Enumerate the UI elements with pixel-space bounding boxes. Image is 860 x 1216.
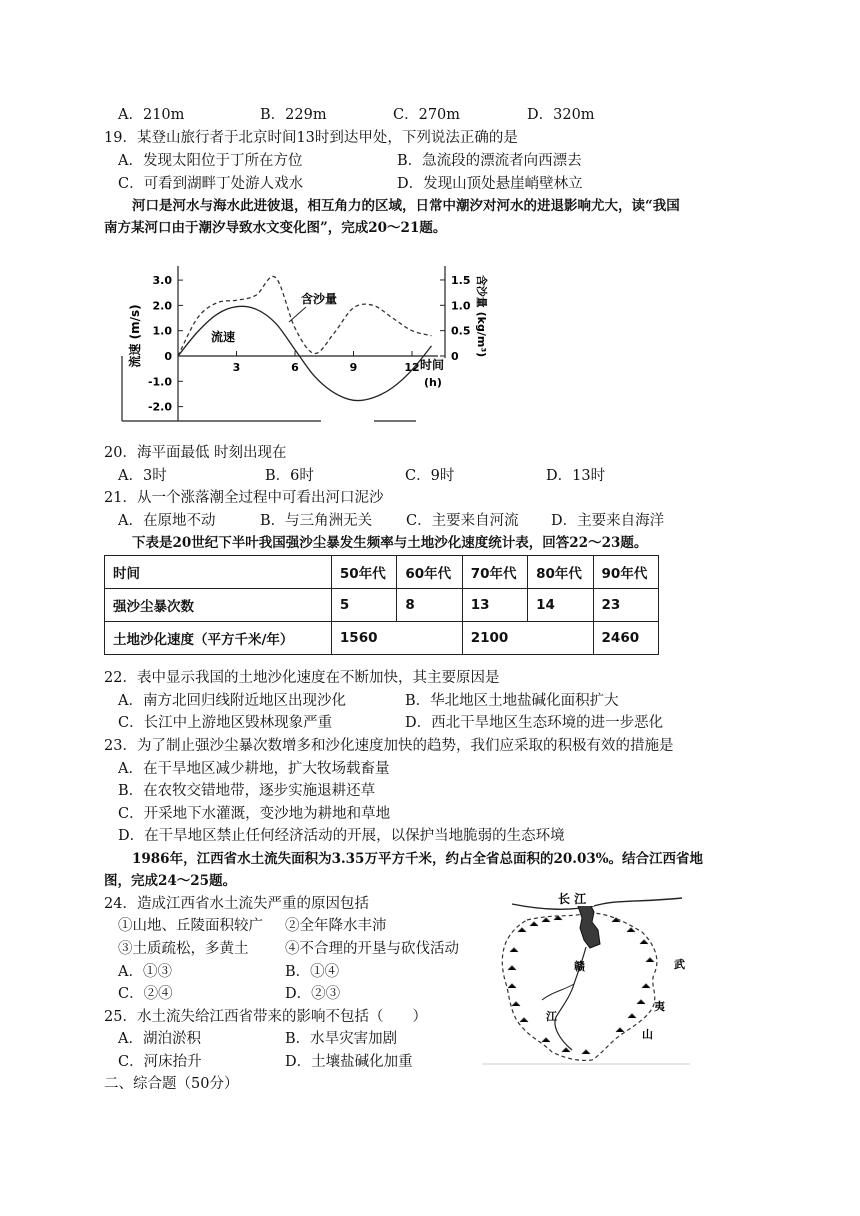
q22-option-c: C．长江中上游地区毁林现象严重 [118,715,333,731]
x-axis-tick-label: 3 [232,361,241,374]
table-cell: 60年代 [397,556,462,589]
gan-tributary [542,984,574,1000]
table-cell: 土地沙化速度（平方千米/年） [105,622,332,655]
table-cell: 50年代 [331,556,396,589]
q21-stem: 21．从一个涨落潮全过程中可看出河口泥沙 [104,490,384,506]
table-cell: 23 [593,589,658,622]
table-cell: 时间 [105,556,332,589]
q21-option-d: D．主要来自海洋 [551,513,665,529]
q25-stem: 25．水土流失给江西省带来的影响不包括（ ） [104,1009,427,1025]
q24-option-d: D．②③ [285,986,341,1002]
map-label-gan: 赣 [574,960,585,973]
q24-item-4: ④不合理的开垦与砍伐活动 [285,941,459,957]
jiangxi-map [482,892,692,1067]
left-axis-tick-label: 2.0 [152,299,172,313]
q24-stem: 24．造成江西省水土流失严重的原因包括 [104,896,369,912]
q22-option-b: B．华北地区土地盐碱化面积扩大 [405,693,619,709]
poyang-lake [578,904,600,948]
flow-annotation: 流速 [211,330,236,344]
intro-24-25-line1: 1986年，江西省水土流失面积为3.35万平方千米，约占全省总面积的20.03%。结合江西省地 [132,851,704,867]
q21-option-b: B．与三角洲无关 [260,513,373,529]
q24-option-c: C．②④ [118,986,173,1002]
intro-20-21-line2: 南方某河口由于潮汐导致水文变化图”，完成20～21题。 [104,220,447,236]
q19-option-a: A．发现太阳位于丁所在方位 [118,153,303,169]
left-axis-tick-label: 3.0 [152,274,172,288]
flow-velocity-series-line [178,306,432,400]
right-axis-label: 含沙量 (kg/m³) [475,274,488,358]
q19-option-b: B．急流段的漂流者向西漂去 [397,153,582,169]
x-axis-tick-label: 12 [404,361,420,374]
table-cell: 80年代 [528,556,593,589]
q24-item-3: ③土质疏松，多黄土 [118,941,249,957]
intro-20-21-line1: 河口是河水与海水此进彼退，相互角力的区域，日常中潮汐对河水的进退影响尤大，读“我国 [132,198,680,214]
left-axis-tick-label: 0 [164,350,172,363]
q22-option-d: D．西北干旱地区生态环境的进一步恶化 [405,715,664,731]
table-cell: 70年代 [462,556,527,589]
q18-option-c: C．270m [393,107,461,123]
right-axis-tick-label: 1.0 [451,299,471,313]
yangtze-river [512,898,682,909]
q22-option-a: A．南方北回归线附近地区出现沙化 [118,693,346,709]
q25-option-d: D．土壤盐碱化加重 [285,1054,413,1070]
table-cell: 1560 [331,622,462,655]
table-cell: 14 [528,589,593,622]
table-cell: 5 [331,589,396,622]
q25-option-b: B．水旱灾害加剧 [285,1031,398,1047]
map-label-yi: 夷 [654,1000,665,1013]
intro-22-23: 下表是20世纪下半叶我国强沙尘暴发生频率与土地沙化速度统计表，回答22～23题。 [132,535,648,551]
left-axis-label: 流速 (m/s) [128,304,142,368]
table-cell: 强沙尘暴次数 [105,589,332,622]
right-axis-tick-label: 0.5 [451,324,471,338]
left-axis-tick-label: 1.0 [152,324,172,338]
table-header-row [105,556,659,589]
q20-stem: 20．海平面最低 时刻出现在 [104,445,287,461]
table-cell: 90年代 [593,556,658,589]
q19-stem: 19．某登山旅行者于北京时间13时到达甲处，下列说法正确的是 [104,130,518,146]
sediment-series-line [178,276,432,356]
q25-option-c: C．河床抬升 [118,1054,202,1070]
table-row [105,622,659,655]
table-cell: 2100 [462,622,593,655]
sediment-annotation-leader [289,307,306,322]
q22-stem: 22．表中显示我国的土地沙化速度在不断加快，其主要原因是 [104,670,500,686]
q20-option-a: A．3时 [118,468,167,484]
q23-stem: 23．为了制止强沙尘暴次数增多和沙化速度加快的趋势，我们应采取的积极有效的措施是 [104,738,674,754]
right-axis-tick-label: 1.5 [451,273,471,287]
x-axis-unit: (h) [424,376,442,389]
q24-option-a: A．①③ [118,964,172,980]
sandstorm-table [104,555,659,655]
x-axis-tick-label: 6 [291,361,299,374]
table-row [105,589,659,622]
map-label-wu: 武 [674,958,685,971]
q18-option-a: A．210m [118,107,185,123]
q25-option-a: A．湖泊淤积 [118,1031,201,1047]
tide-chart [116,256,488,426]
sediment-annotation: 含沙量 [301,292,338,306]
q20-option-b: B．6时 [265,468,314,484]
map-label-changjiang: 长 江 [558,892,587,906]
q23-option-c: C．开采地下水灌溉，变沙地为耕地和草地 [118,806,391,822]
q20-option-c: C．9时 [405,468,455,484]
x-axis-tick-label: 9 [349,361,358,374]
q19-option-d: D．发现山顶处悬崖峭壁林立 [397,176,583,192]
q23-option-b: B．在农牧交错地带，逐步实施退耕还草 [118,783,376,799]
province-boundary [502,913,657,1060]
q24-option-b: B．①④ [285,964,340,980]
q23-option-d: D．在干旱地区禁止任何经济活动的开展，以保护当地脆弱的生态环境 [118,828,565,844]
x-axis-label: 时间 [420,358,445,372]
q18-option-d: D．320m [527,107,595,123]
q19-option-c: C．可看到湖畔丁处游人戏水 [118,176,304,192]
q23-option-a: A．在干旱地区减少耕地，扩大牧场载畜量 [118,761,390,777]
map-label-jiang: 江 [546,1010,557,1023]
q18-option-b: B．229m [260,107,327,123]
q24-item-1: ①山地、丘陵面积较广 [118,918,263,934]
intro-24-25-line2: 图，完成24～25题。 [104,873,237,889]
left-axis-tick-label: -1.0 [147,375,172,389]
table-cell: 13 [462,589,527,622]
q21-option-a: A．在原地不动 [118,513,216,529]
table-cell: 2460 [593,622,658,655]
mountain-symbols [508,916,654,1054]
q20-option-d: D．13时 [546,468,606,484]
left-axis-tick-label: -2.0 [147,400,172,414]
section-2-heading: 二、综合题（50分） [104,1076,239,1092]
table-cell: 8 [397,589,462,622]
right-axis-tick-label: 0 [451,350,459,363]
map-label-shan: 山 [642,1028,653,1041]
q24-item-2: ②全年降水丰沛 [285,918,387,934]
q21-option-c: C．主要来自河流 [406,513,519,529]
